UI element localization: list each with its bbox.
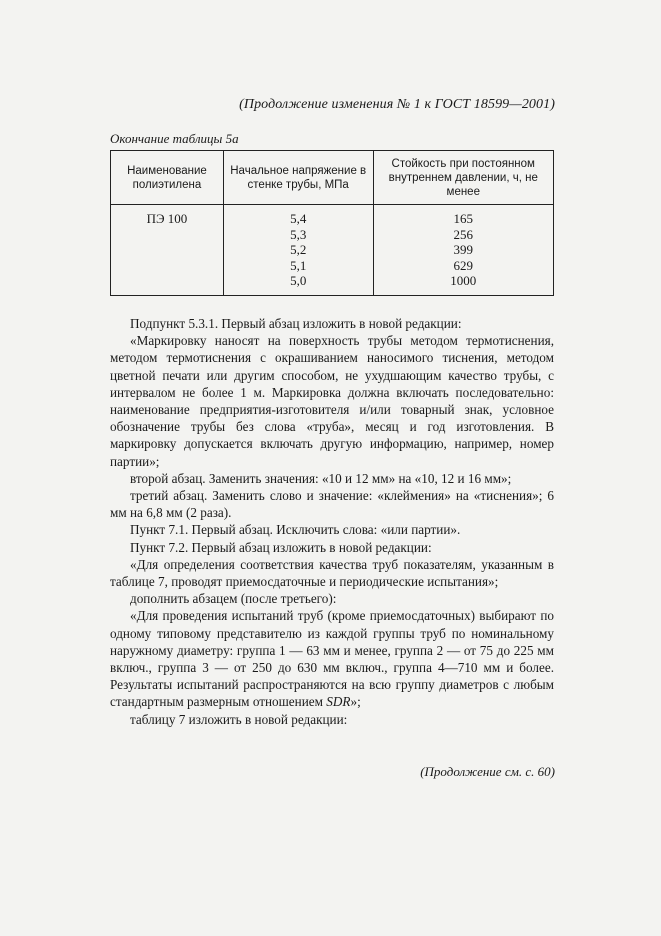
column-header-stress: Начальное напряжение в стенке трубы, МПа — [223, 151, 373, 205]
stress-value: 5,0 — [290, 273, 307, 289]
stress-value: 5,3 — [290, 226, 307, 242]
resistance-value: 256 — [453, 226, 473, 242]
stress-value: 5,1 — [290, 257, 307, 273]
paragraph: третий абзац. Заменить слово и значение: «клеймения» на «тиснения»; 6 мм на 6,8 мм (2 раза). — [110, 488, 554, 521]
sdr-term: SDR — [326, 694, 351, 710]
paragraph: дополнить абзацем (после третьего): — [130, 591, 337, 607]
paragraph-end: »; — [350, 694, 361, 710]
resistance-value: 165 — [453, 211, 473, 226]
stress-cell — [223, 205, 373, 296]
paragraph: Пункт 7.1. Первый абзац. Исключить слова: «или партии». — [130, 522, 461, 538]
material-value: ПЭ 100 — [146, 211, 188, 226]
resistance-value: 399 — [453, 242, 473, 258]
table-caption: Окончание таблицы 5а — [110, 131, 239, 146]
resistance-value: 1000 — [450, 273, 477, 289]
paragraph: «Маркировку наносят на поверхность трубы методом термотиснения, методом термотиснения с окрашиванием наносимого тиснения, методом цветной печати или другим способом, не ухудшающим качество трубы, с интервалом не более 1 м. Маркировка должна включать последовательно: наименование предприятия-изготовителя и/или товарный знак, условное обозначение трубы без слова «труба», месяц и год изготовления. В маркировку допускается включать другую информацию, например, номер партии»; — [110, 333, 554, 469]
body-text — [110, 315, 554, 728]
resistance-value: 629 — [453, 257, 473, 273]
material-cell — [111, 205, 224, 296]
paragraph: Пункт 7.2. Первый абзац изложить в новой редакции: — [130, 539, 432, 555]
paragraph: таблицу 7 изложить в новой редакции: — [130, 711, 348, 727]
page-footer: (Продолжение см. с. 60) — [420, 764, 555, 779]
resistance-cell — [373, 205, 553, 296]
paragraph: второй абзац. Заменить значения: «10 и 12 мм» на «10, 12 и 16 мм»; — [130, 470, 512, 486]
paragraph: Подпункт 5.3.1. Первый абзац изложить в новой редакции: — [130, 316, 462, 331]
paragraph: «Для определения соответствия качества труб показателям, указанным в таблице 7, проводят приемосдаточные и периодические испытания»; — [110, 556, 554, 590]
column-header-name: Наименование полиэтилена — [111, 151, 224, 205]
paragraph — [110, 607, 554, 710]
page-header: (Продолжение изменения № 1 к ГОСТ 18599—2001) — [239, 97, 555, 112]
stress-value: 5,2 — [290, 242, 307, 258]
column-header-resistance: Стойкость при постоянном внутреннем давлении, ч, не менее — [373, 151, 553, 205]
stress-value: 5,4 — [290, 211, 307, 226]
table-5a — [110, 150, 554, 296]
table-header-row — [111, 151, 554, 205]
paragraph-text: «Для проведения испытаний труб (кроме приемосдаточных) выбирают по одному типовому представителю из каждой группы труб по номинальному наружному диаметру: группа 1 — 63 мм и менее, группа 2 — от 75 до 225 мм включ., группа 3 — от 250 до 630 мм включ., группа 4—710 мм и более. Результаты испытаний распространяются на всю группу диаметров с любым стандартным размерным отношением — [110, 608, 554, 710]
table-row — [111, 205, 554, 296]
